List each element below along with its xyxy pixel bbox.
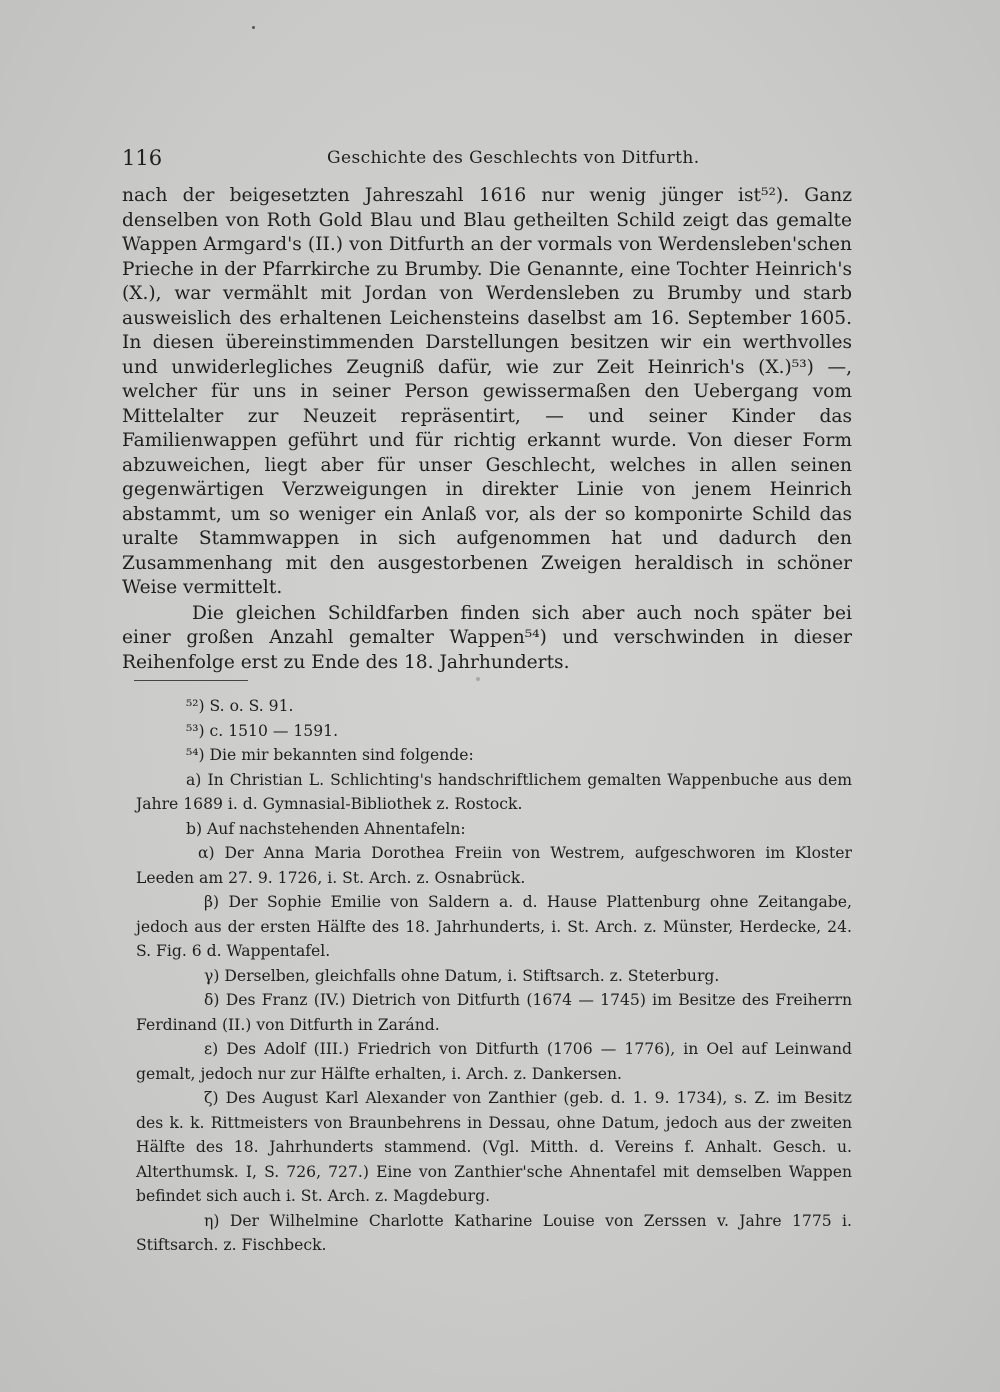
running-head: Geschichte des Geschlechts von Ditfurth.: [327, 148, 700, 168]
footnote-rule: [134, 680, 248, 681]
footnote-54: ⁵⁴) Die mir bekannten sind folgende:: [186, 746, 474, 764]
footnote-54-gamma: γ) Derselben, gleichfalls ohne Datum, i. Stiftsarch. z. Steterburg.: [204, 966, 720, 985]
footnote-53: ⁵³) c. 1510 — 1591.: [186, 721, 339, 740]
paragraph-2: Die gleichen Schildfarben finden sich aber auch noch später bei einer großen Anzahl gemalter Wappen⁵⁴) und verschwinden in dieser Reihenfolge erst zu Ende des 18. Jahrhunderts.: [122, 602, 852, 673]
paragraph-1: nach der beigesetzten Jahreszahl 1616 nur wenig jünger ist⁵²). Ganz denselben von Roth Gold Blau und Blau getheilten Schild zeigt das gemalte Wappen Armgard's (II.) von Ditfurth an der vormals von Werdensleben'schen Prieche in der Pfarrkirche zu Brumby. Die Genannte, eine Tochter Heinrich's (X.), war vermählt mit Jordan von Werdensleben zu Brumby und starb ausweislich des erhaltenen Leichensteins daselbst am 16. September 1605. In diesen übereinstimmenden Darstellungen besitzen wir ein werthvolles und unwiderlegliches Zeugniß dafür, wie zur Zeit Heinrich's (X.)⁵³) —, welcher für uns in seiner Person gewissermaßen den Uebergang vom Mittelalter zur Neuzeit repräsentirt, — und seiner Kinder das Familienwappen geführt und für richtig erkannt wurde. Von dieser Form abzuweichen, liegt aber für unser Geschlecht, welches in allen seinen gegenwärtigen Verzweigungen in direkter Linie von jenem Heinrich abstammt, um so weniger ein Anlaß vor, als der so komponirte Schild das uralte Stammwappen in sich aufgenommen hat und dadurch den Zusammenhang mit den ausgestorbenen Zweigen heraldisch in schöner Weise vermittelt.: [122, 185, 852, 598]
footnote-54-beta: β) Der Sophie Emilie von Saldern a. d. Hause Plattenburg ohne Zeitangabe, jedoch aus der ersten Hälfte des 18. Jahrhunderts, i. St. Arch. z. Münster, Herdecke, 24. S. Fig. 6 d. Wappentafel.: [136, 893, 852, 960]
ink-dot: [252, 26, 255, 29]
footnote-54-zeta: ζ) Des August Karl Alexander von Zanthier (geb. d. 1. 9. 1734), s. Z. im Besitz des k. k. Rittmeisters von Braunbehrens in Dessau, ohne Datum, jedoch aus der zweiten Hälfte des 18. Jahrhunderts stammend. (Vgl. Mitth. d. Vereins f. Anhalt. Gesch. u. Alterthumsk. I, S. 726, 727.) Eine von Zanthier'sche Ahnentafel mit demselben Wappen befindet sich auch i. St. Arch. z. Magdeburg.: [136, 1089, 852, 1205]
footnote-54-b: b) Auf nachstehenden Ahnentafeln:: [186, 819, 466, 838]
footnote-54-epsilon: ε) Des Adolf (III.) Friedrich von Ditfurth (1706 — 1776), in Oel auf Leinwand gemalt, jedoch nur zur Hälfte erhalten, i. Arch. z. Dankersen.: [136, 1040, 852, 1083]
paper-speck: [476, 677, 480, 681]
footnote-52: ⁵²) S. o. S. 91.: [186, 697, 294, 715]
footnote-54-a: a) In Christian L. Schlichting's handschriftlichem gemalten Wappenbuche aus dem Jahre 1689 i. d. Gymnasial-Bibliothek z. Rostock.: [136, 770, 852, 813]
main-text: [122, 184, 852, 675]
page-number: 116: [122, 146, 163, 170]
footnote-54-alpha: α) Der Anna Maria Dorothea Freiin von Westrem, aufgeschworen im Kloster Leeden am 27. 9. 1726, i. St. Arch. z. Osnabrück.: [136, 844, 852, 887]
footnote-54-delta: δ) Des Franz (IV.) Dietrich von Ditfurth (1674 — 1745) im Besitze des Freiherrn Ferdinand (II.) von Ditfurth in Zaránd.: [136, 991, 852, 1034]
footnote-54-eta: η) Der Wilhelmine Charlotte Katharine Louise von Zerssen v. Jahre 1775 i. Stiftsarch. z. Fischbeck.: [136, 1211, 852, 1254]
page-header: [122, 146, 882, 176]
footnotes: [136, 694, 852, 1258]
